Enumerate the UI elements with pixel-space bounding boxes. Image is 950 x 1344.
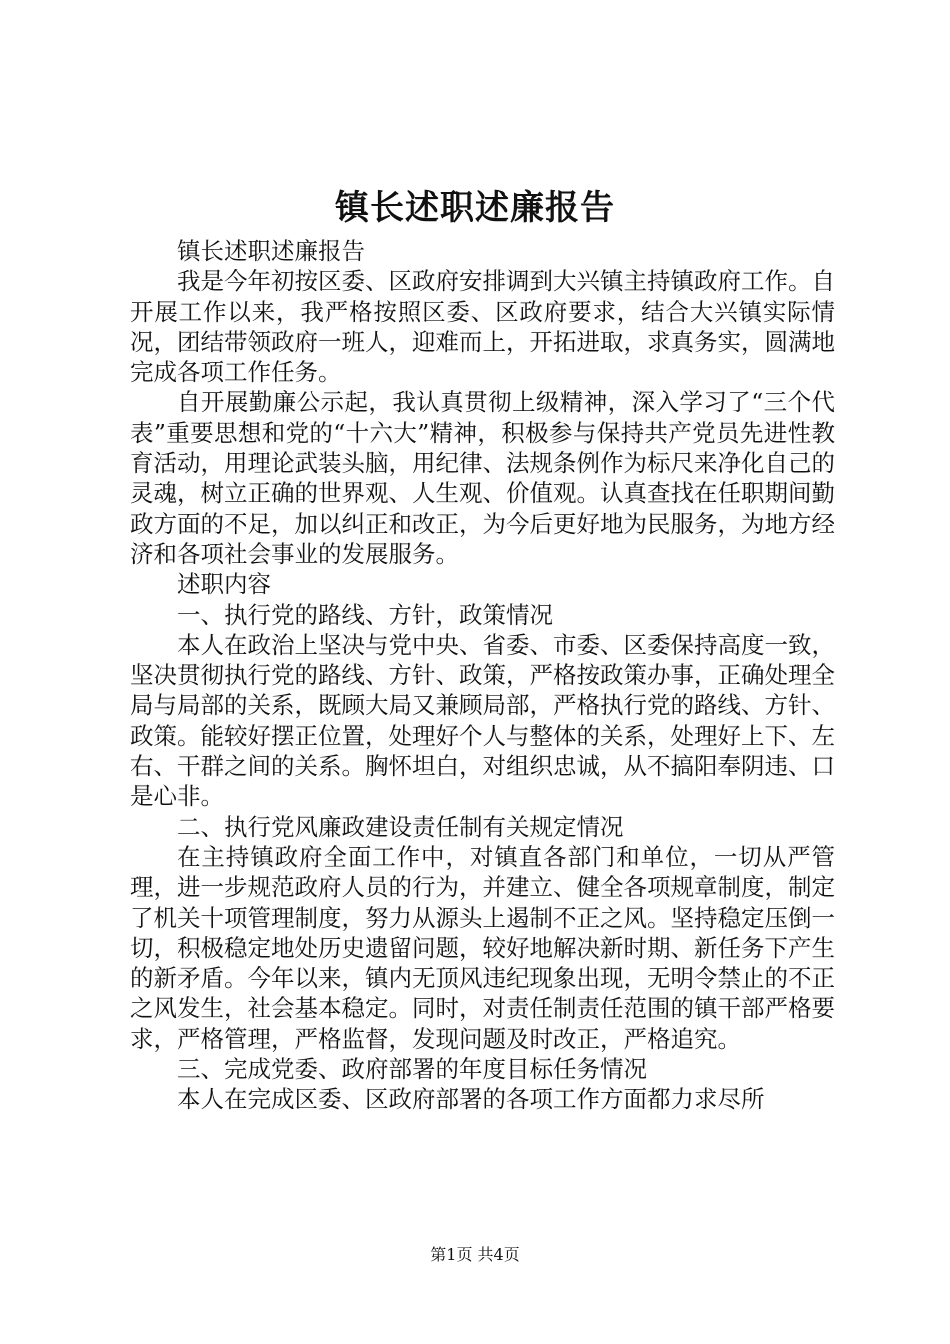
paragraph: 我是今年初按区委、区政府安排调到大兴镇主持镇政府工作。自开展工作以来，我严格按照区委、区政府要求，结合大兴镇实际情况，团结带领政府一班人，迎难而上，开拓进取，求真务实，圆满地完成各项工作任务。 xyxy=(130,267,835,387)
paragraph: 在主持镇政府全面工作中，对镇直各部门和单位，一切从严管理，进一步规范政府人员的行为，并建立、健全各项规章制度，制定了机关十项管理制度，努力从源头上遏制不正之风。坚持稳定压倒一切，积极稳定地处历史遗留问题，较好地解决新时期、新任务下产生的新矛盾。今年以来，镇内无顶风违纪现象出现，无明令禁止的不正之风发生，社会基本稳定。同时，对责任制责任范围的镇干部严格要求，严格管理，严格监督，发现问题及时改正，严格追究。 xyxy=(130,842,835,1053)
page-footer: 第1页 共4页 xyxy=(430,1245,520,1264)
section-heading: 述职内容 xyxy=(177,570,271,599)
paragraph: 本人在政治上坚决与党中央、省委、市委、区委保持高度一致，坚决贯彻执行党的路线、方针、政策，严格按政策办事，正确处理全局与局部的关系，既顾大局又兼顾局部，严格执行党的路线、方针、政策。能较好摆正位置，处理好个人与整体的关系，处理好上下、左右、干群之间的关系。胸怀坦白，对组织忠诚，从不搞阳奉阴违、口是心非。 xyxy=(130,630,835,811)
paragraph: 自开展勤廉公示起，我认真贯彻上级精神，深入学习了“三个代表”重要思想和党的“十六大”精神，积极参与保持共产党员先进性教育活动，用理论武装头脑，用纪律、法规条例作为标尺来净化自己的灵魂，树立正确的世界观、人生观、价值观。认真查找在任职期间勤政方面的不足，加以纠正和改正，为今后更好地为民服务，为地方经济和各项社会事业的发展服务。 xyxy=(130,388,835,568)
section-heading: 一、执行党的路线、方针，政策情况 xyxy=(177,600,553,629)
paragraph: 本人在完成区委、区政府部署的各项工作方面都力求尽所 xyxy=(177,1085,765,1114)
document-title: 镇长述职述廉报告 xyxy=(335,188,615,228)
section-heading: 二、执行党风廉政建设责任制有关规定情况 xyxy=(177,812,624,841)
paragraph-subtitle: 镇长述职述廉报告 xyxy=(177,237,365,265)
document-body xyxy=(130,236,835,1115)
section-heading: 三、完成党委、政府部署的年度目标任务情况 xyxy=(177,1055,647,1084)
